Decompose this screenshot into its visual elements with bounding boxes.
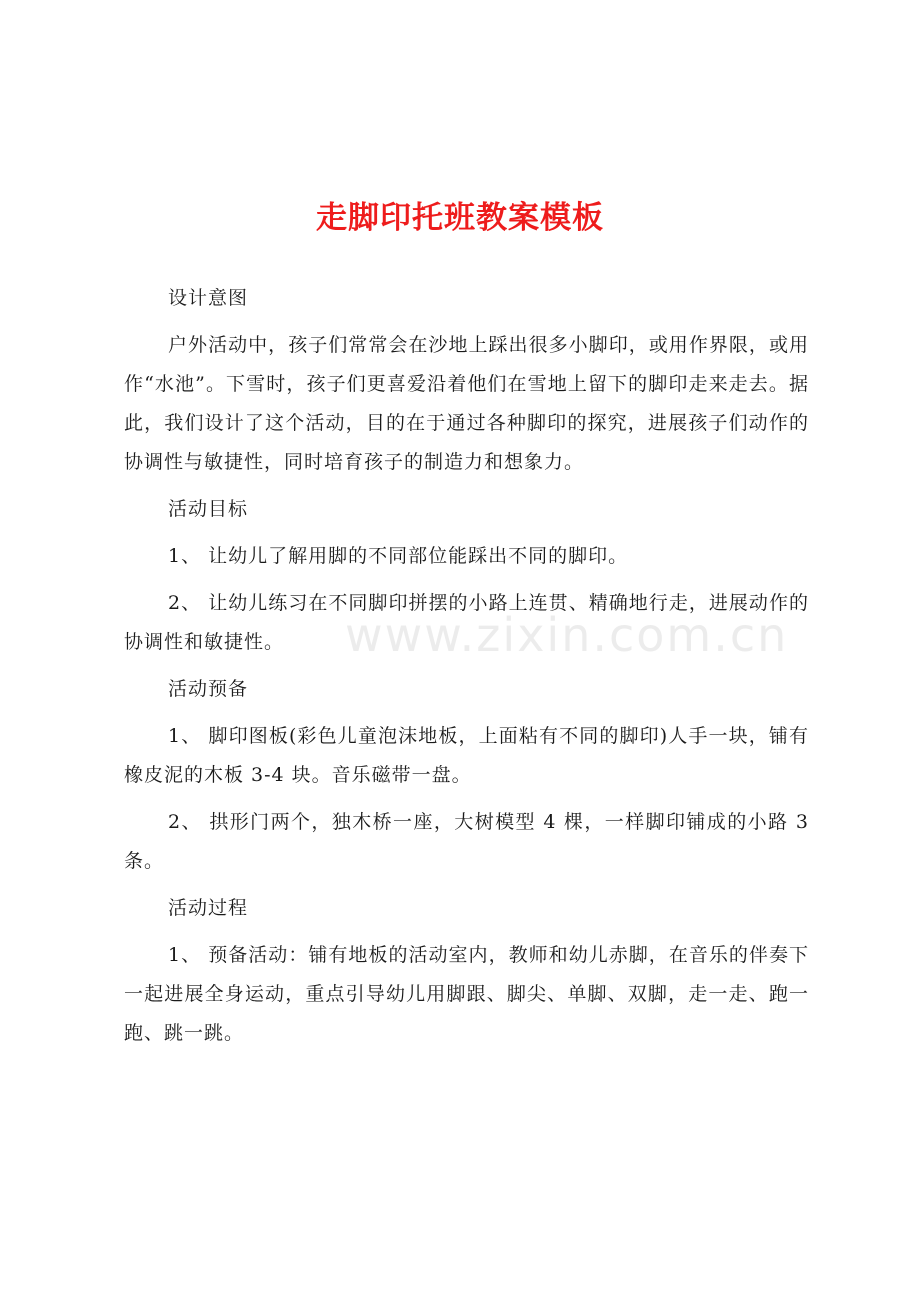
paragraph-design-intent: 户外活动中，孩子们常常会在沙地上踩出很多小脚印，或用作界限，或用作“水池”。下雪时，孩子们更喜爱沿着他们在雪地上留下的脚印走来走去。据此，我们设计了这个活动，目的在于通过各种脚印的探究，进展孩子们动作的协调性与敏捷性，同时培育孩子的制造力和想象力。 <box>124 334 809 473</box>
goal-item-2: 2、 让幼儿练习在不同脚印拼摆的小路上连贯、精确地行走，进展动作的协调性和敏捷性。 <box>124 592 809 653</box>
preparation-item-2: 2、 拱形门两个，独木桥一座，大树模型 4 棵，一样脚印铺成的小路 3 条。 <box>124 811 809 872</box>
goal-item-1: 1、 让幼儿了解用脚的不同部位能踩出不同的脚印。 <box>168 545 629 567</box>
document-body <box>124 279 809 1061</box>
section-heading-design-intent: 设计意图 <box>168 287 249 309</box>
section-heading-process: 活动过程 <box>168 897 249 919</box>
watermark: www.zixin.com.cn <box>345 608 789 662</box>
section-heading-preparation: 活动预备 <box>168 678 249 700</box>
document-title: 走脚印托班教案模板 <box>316 200 604 236</box>
section-heading-goals: 活动目标 <box>168 498 249 520</box>
preparation-item-1: 1、 脚印图板(彩色儿童泡沫地板，上面粘有不同的脚印)人手一块，铺有橡皮泥的木板 3-4 块。音乐磁带一盘。 <box>124 725 809 786</box>
process-item-1: 1、 预备活动：铺有地板的活动室内，教师和幼儿赤脚，在音乐的伴奏下一起进展全身运动，重点引导幼儿用脚跟、脚尖、单脚、双脚，走一走、跑一跑、跳一跳。 <box>124 944 809 1044</box>
